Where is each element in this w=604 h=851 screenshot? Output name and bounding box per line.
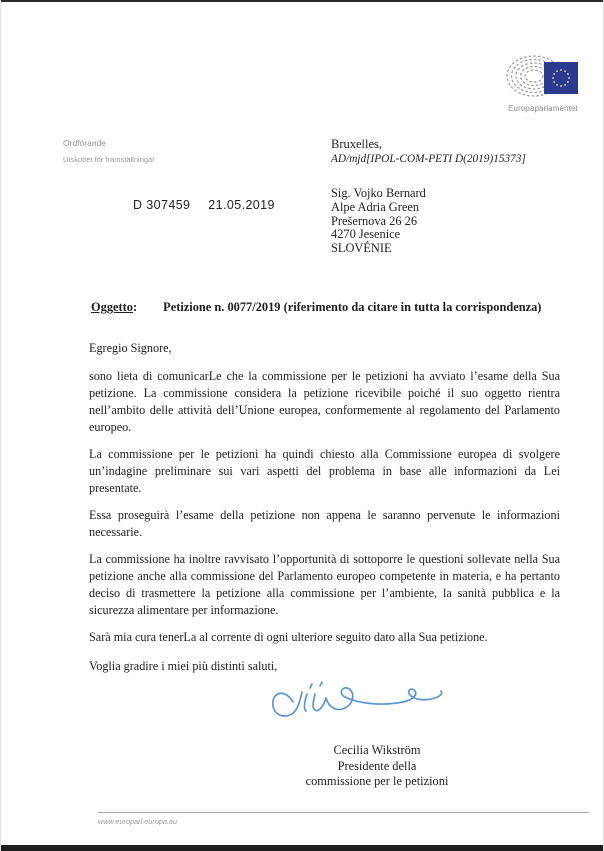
- registration-number: D 307459: [133, 198, 191, 212]
- recipient-address: [331, 187, 426, 256]
- paragraph: La commissione ha inoltre ravvisato l’opportunità di sottoporre le questioni sollevate nella Sua petizione anche alla commissione del Parlamento europeo competente in materia, e ha pertanto deciso di trasmettere la petizione alla commissione per l’ambiente, la sanità pubblica e la sicurezza alimentare per informazione.: [89, 552, 560, 617]
- registration-date: 21.05.2019: [208, 198, 275, 212]
- paragraph: sono lieta di comunicarLe che la commissione per le petizioni ha avviato l’esame della Sua petizione. La commissione considera la petizione ricevibile poiché il suo oggetto rientra nell’ambito delle attività dell’Unione europea, conformemente al regolamento del Parlamento europeo.: [89, 369, 560, 434]
- sender-role: Ordförande: [63, 138, 106, 148]
- subject-separator: :: [132, 300, 138, 314]
- eu-flag-icon: [544, 62, 578, 94]
- closing-line: Voglia gradire i miei più distinti saluti,: [89, 659, 278, 673]
- footer-divider: [98, 812, 589, 813]
- registration-stamp: [133, 198, 275, 212]
- signatory-name: Cecilia Wikström: [333, 743, 421, 757]
- scan-edge-bottom: [1, 845, 603, 851]
- paragraph: La commissione per le petizioni ha quindi chiesto alla Commissione europea di svolgere un’indagine preliminare sui vari aspetti del problema in base alle informazioni da Lei presentate.: [89, 447, 560, 495]
- scan-edge-top: [1, 0, 603, 2]
- handwritten-signature: [263, 664, 478, 732]
- signatory-role-line2: commissione per le petizioni: [305, 774, 449, 788]
- reference-line: AD/mjd[IPOL-COM-PETI D(2019)15373]: [331, 153, 526, 165]
- subject-label: Oggetto: [91, 300, 133, 314]
- subject-line: [91, 300, 561, 315]
- footer-website: www.europarl.europa.eu: [98, 817, 178, 826]
- sender-committee: Utskottet för framställningar: [63, 155, 155, 164]
- subject-text: Petizione n. 0077/2019 (riferimento da citare in tutta la corrispondenza): [163, 300, 542, 314]
- european-parliament-logo: [501, 48, 585, 113]
- salutation: Egregio Signore,: [89, 341, 172, 355]
- recipient-organization: Alpe Adria Green: [331, 199, 420, 214]
- city-line: Bruxelles,: [331, 137, 383, 151]
- sender-block: [63, 138, 155, 164]
- recipient-name: Sig. Vojko Bernard: [331, 186, 426, 200]
- paragraph: Essa proseguirà l’esame della petizione non appena le saranno pervenute le informazioni necessarie.: [89, 508, 560, 539]
- recipient-country: SLOVÉNIE: [331, 241, 392, 256]
- place-reference-block: [331, 137, 526, 165]
- letter-body: [89, 340, 560, 675]
- paragraph: Sarà mia cura tenerLa al corrente di ogni ulteriore seguito dato alla Sua petizione.: [89, 630, 488, 644]
- logo-caption: Europaparlamentet: [508, 104, 578, 113]
- parliament-hemicycle-icon: [504, 48, 582, 98]
- recipient-street: Prešernova 26 26: [331, 213, 418, 228]
- signatory-role-line1: Presidente della: [337, 758, 417, 773]
- signatory-block: [271, 743, 483, 790]
- recipient-city: 4270 Jesenice: [331, 227, 401, 242]
